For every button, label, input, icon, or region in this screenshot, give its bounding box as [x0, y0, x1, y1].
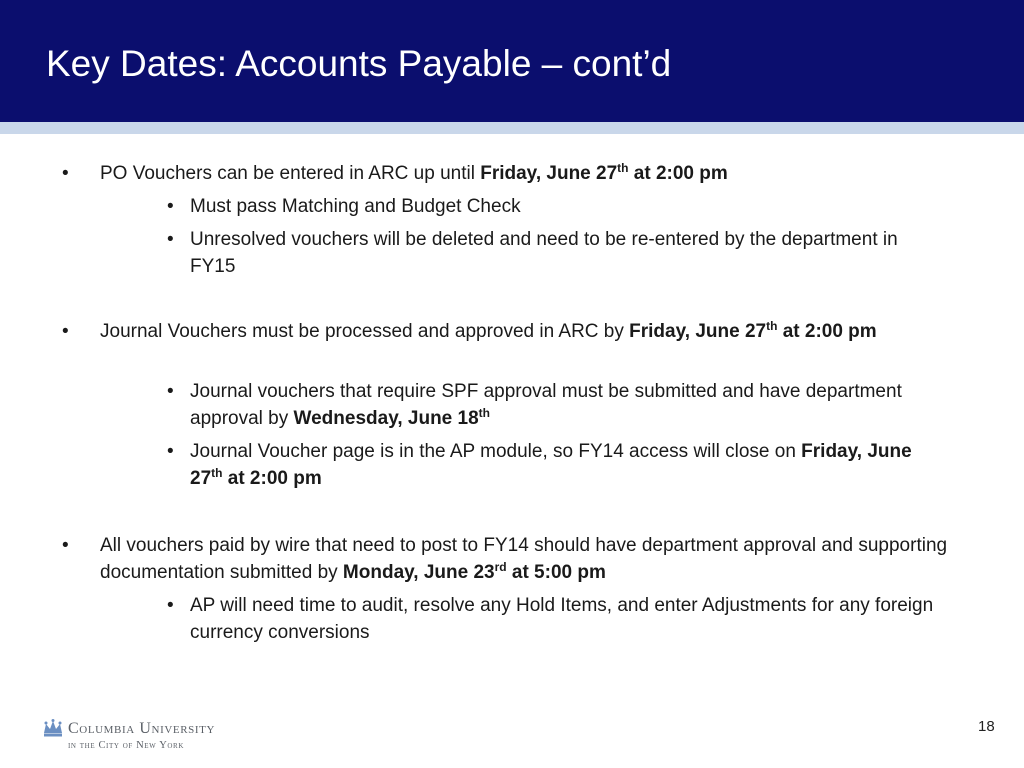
- slide-number: 18: [978, 718, 995, 735]
- title-bar: [0, 0, 1024, 122]
- bullet-date: Friday, June 27: [480, 163, 618, 184]
- sub-bullet-text: Must pass Matching and Budget Check: [190, 196, 521, 217]
- bullet-item-journal-vouchers: [62, 318, 960, 345]
- bullet-time: at 2:00 pm: [628, 163, 728, 184]
- bullet-dot: •: [167, 229, 174, 250]
- date-suffix: th: [478, 406, 490, 420]
- bullet-time: at 5:00 pm: [506, 562, 606, 583]
- bullet-dot: •: [167, 381, 174, 402]
- sub-bullet-ap-audit: [167, 592, 940, 646]
- bullet-item-wire-vouchers: [62, 532, 970, 586]
- sub-bullet-matching: [167, 193, 950, 220]
- sub-bullet-time: at 2:00 pm: [222, 468, 322, 489]
- bullet-dot: •: [62, 321, 69, 342]
- crown-icon: [42, 719, 64, 737]
- sub-bullet-date: Wednesday, June 18: [293, 408, 479, 429]
- bullet-text: Journal Vouchers must be processed and approved in ARC by: [100, 321, 630, 342]
- sub-bullet-text: Journal Voucher page is in the AP module, so FY14 access will close on: [190, 441, 802, 462]
- logo-tagline: in the City of New York: [68, 740, 184, 751]
- date-suffix: rd: [494, 560, 507, 574]
- logo-wordmark: Columbia University: [68, 720, 216, 737]
- slide-title: Key Dates: Accounts Payable – cont’d: [46, 43, 672, 84]
- title-divider: [0, 122, 1024, 134]
- bullet-dot: •: [167, 196, 174, 217]
- sub-bullet-text: AP will need time to audit, resolve any Hold Items, and enter Adjustments for any foreign currency conversions: [190, 595, 934, 643]
- bullet-dot: •: [167, 595, 174, 616]
- bullet-date: Friday, June 27: [629, 321, 767, 342]
- sub-bullet-spf-approval: [167, 378, 930, 432]
- date-suffix: th: [617, 161, 629, 175]
- bullet-text: All vouchers paid by wire that need to post to FY14 should have department approval and supporting documentation submitted by: [100, 535, 948, 583]
- columbia-logo: [42, 717, 302, 757]
- sub-bullet-text: Unresolved vouchers will be deleted and need to be re-entered by the department in FY15: [190, 229, 898, 277]
- date-suffix: th: [766, 319, 778, 333]
- bullet-dot: •: [62, 535, 69, 556]
- sub-bullet-journal-page: [167, 438, 930, 492]
- bullet-time: at 2:00 pm: [777, 321, 877, 342]
- sub-bullet-text: Journal vouchers that require SPF approval must be submitted and have department approval by: [190, 381, 902, 429]
- bullet-item-po-vouchers: [62, 160, 980, 187]
- bullet-dot: •: [62, 163, 69, 184]
- sub-bullet-date: Friday, June 27: [190, 441, 912, 489]
- date-suffix: th: [211, 466, 223, 480]
- bullet-dot: •: [167, 441, 174, 462]
- sub-bullet-unresolved: [167, 226, 910, 280]
- bullet-text: PO Vouchers can be entered in ARC up until: [100, 163, 481, 184]
- bullet-date: Monday, June 23: [342, 562, 495, 583]
